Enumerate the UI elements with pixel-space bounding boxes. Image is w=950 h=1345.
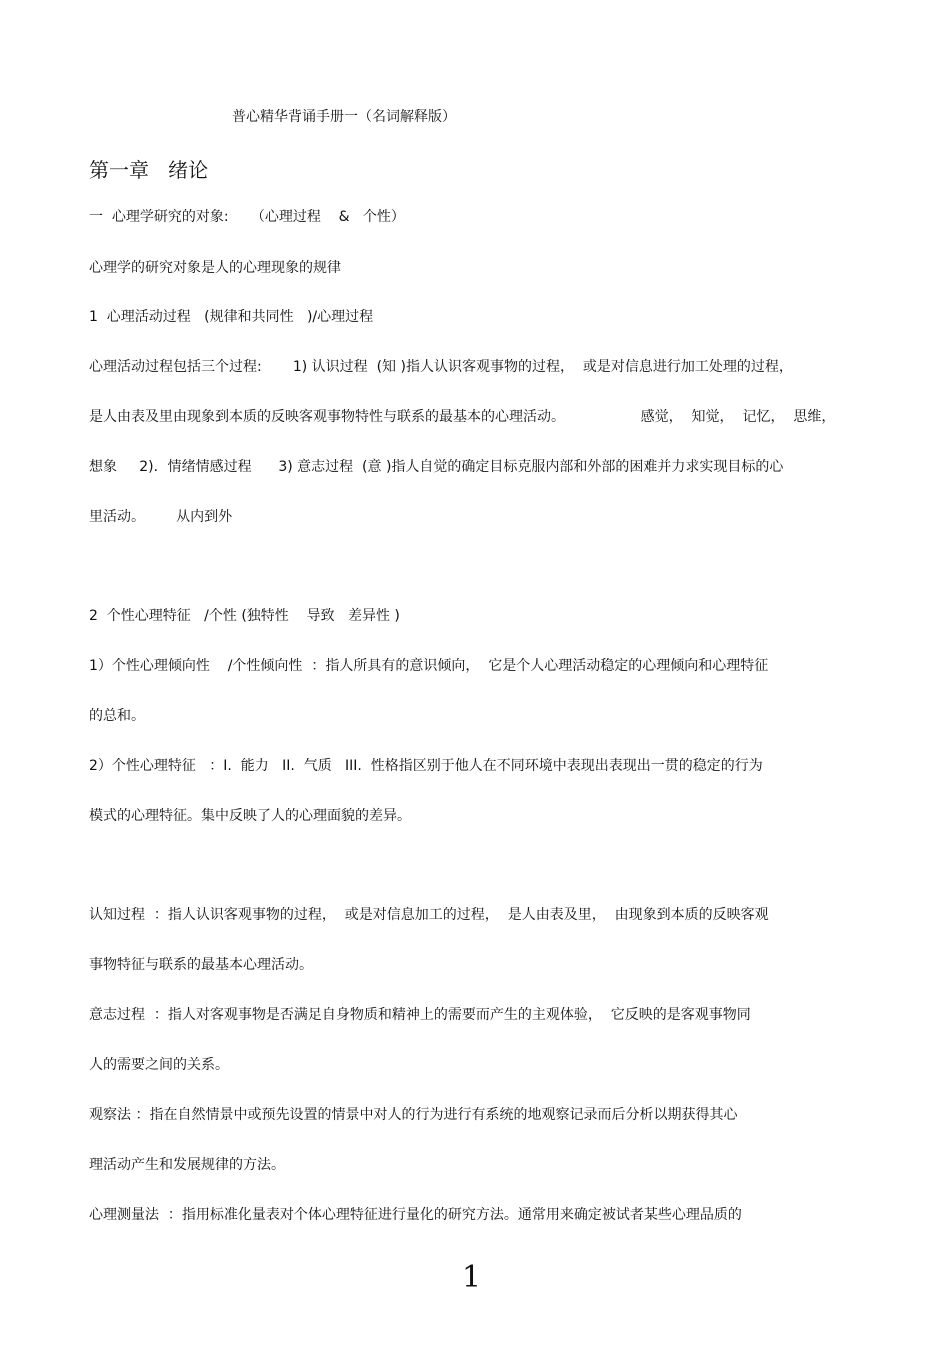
definition-term-line: 观察法 ：指在自然情景中或预先设置的情景中对人的行为进行有系统的地观察记录而后分析以期获得其心 — [89, 1107, 738, 1123]
paragraph-line: 1）个性心理倾向性 /个性倾向性 ：指人所具有的意识倾向， 它是个人心理活动稳定的心理倾向和心理特征 — [89, 658, 769, 674]
paragraph-line: 的总和。 — [89, 708, 145, 724]
paragraph-line: 事物特征与联系的最基本心理活动。 — [89, 957, 313, 973]
paragraph-line: 里活动。 从内到外 — [89, 509, 233, 525]
paragraph-line: 是人由表及里由现象到本质的反映客观事物特性与联系的最基本的心理活动。 感觉， 知觉， 记忆， 思维， — [89, 409, 836, 425]
chapter-heading: 第一章 绪论 — [89, 158, 209, 182]
paragraph-line: 理活动产生和发展规律的方法。 — [89, 1157, 285, 1173]
subsection-heading-1: 1 心理活动过程 (规律和共同性 )/心理过程 — [89, 309, 374, 325]
paragraph-line: 心理学的研究对象是人的心理现象的规律 — [89, 260, 341, 276]
paragraph-line: 想象 2)．情绪情感过程 3) 意志过程 (意 )指人自觉的确定目标克服内部和外部的困难并力求实现目标的心 — [89, 459, 784, 475]
page-number: 1 — [462, 1260, 482, 1295]
definition-term-line: 认知过程 ：指人认识客观事物的过程， 或是对信息加工的过程， 是人由表及里， 由现象到本质的反映客观 — [89, 907, 769, 923]
paragraph-line: 2）个性心理特征 ：I. 能力 II. 气质 III. 性格指区别于他人在不同环境中表现出表现出一贯的稳定的行为 — [89, 758, 763, 774]
subsection-heading-2: 2 个性心理特征 /个性 (独特性 导致 差异性 ) — [89, 608, 400, 624]
paragraph-line: 人的需要之间的关系。 — [89, 1057, 229, 1073]
definition-term-line: 心理测量法 ：指用标准化量表对个体心理特征进行量化的研究方法。通常用来确定被试者某些心理品质的 — [89, 1207, 742, 1223]
document-title: 普心精华背诵手册一（名词解释版） — [232, 109, 456, 125]
section-heading-1: 一 心理学研究的对象: （心理过程 & 个性） — [89, 209, 405, 225]
paragraph-line: 模式的心理特征。集中反映了人的心理面貌的差异。 — [89, 808, 411, 824]
definition-term-line: 意志过程 ：指人对客观事物是否满足自身物质和精神上的需要而产生的主观体验， 它反映的是客观事物同 — [89, 1007, 751, 1023]
paragraph-line: 心理活动过程包括三个过程: 1) 认识过程 (知 )指人认识客观事物的过程， 或是对信息进行加工处理的过程， — [89, 359, 793, 375]
